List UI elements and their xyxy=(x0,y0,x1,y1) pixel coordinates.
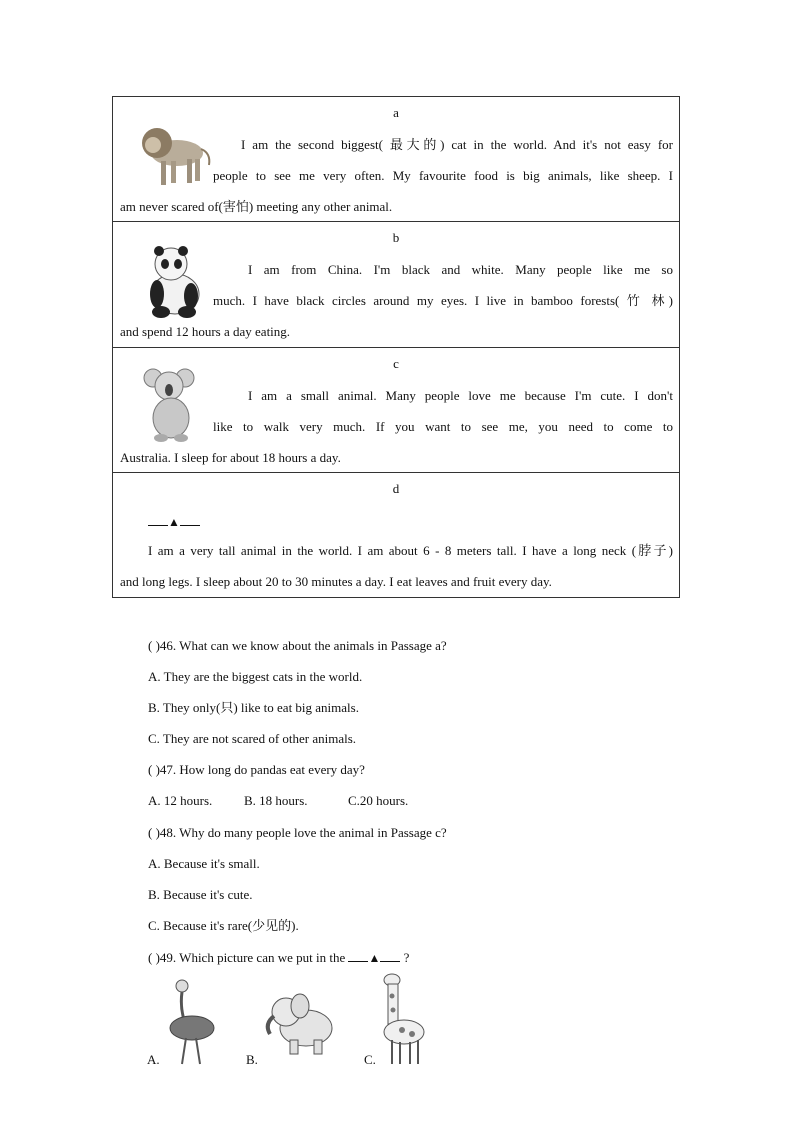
passage-b-line-1: I am from China. I'm black and white. Many people like me so xyxy=(248,262,673,277)
passage-c-line-1: I am a small animal. Many people love me because I'm cute. I don't xyxy=(248,388,673,403)
passage-d xyxy=(113,473,679,597)
question-49-stem-text: ( )49. Which picture can we put in the xyxy=(148,950,346,965)
passage-a-line-3: am never scared of(害怕) meeting any other animal. xyxy=(120,199,393,214)
koala-picture xyxy=(131,362,215,446)
blank-line xyxy=(148,513,168,526)
passage-c-line-2: like to walk very much. If you want to see me, you need to come to xyxy=(213,419,673,434)
triangle-icon: ▲ xyxy=(368,951,381,965)
passage-letter: b xyxy=(392,230,400,245)
ostrich-picture xyxy=(160,976,220,1068)
passage-d-title-blank xyxy=(148,513,200,530)
question-47-option-c: C.20 hours. xyxy=(348,793,409,808)
question-46-stem: ( )46. What can we know about the animals in Passage a? xyxy=(148,638,447,653)
question-48-option-b: B. Because it's cute. xyxy=(148,887,253,902)
passage-b-line-2: much. I have black circles around my eyes. I live in bamboo forests( 竹 林) xyxy=(213,293,673,308)
blank-line xyxy=(380,949,400,962)
passage-a-line-2: people to see me very often. My favourite food is big animals, like sheep. I xyxy=(213,168,673,183)
triangle-icon: ▲ xyxy=(168,515,180,529)
passage-table xyxy=(112,96,680,598)
question-47-option-a: A. 12 hours. xyxy=(148,793,213,808)
passage-letter: c xyxy=(393,356,399,371)
passage-b-line-3: and spend 12 hours a day eating. xyxy=(120,324,291,339)
question-48-stem: ( )48. Why do many people love the animal in Passage c? xyxy=(148,825,447,840)
passage-a-line-1: I am the second biggest( 最大的) cat in the world. And it's not easy for xyxy=(241,137,673,152)
passage-d-line-2: and long legs. I sleep about 20 to 30 minutes a day. I eat leaves and fruit every day. xyxy=(120,574,552,589)
question-46-option-c: C. They are not scared of other animals. xyxy=(148,731,357,746)
blank-line xyxy=(348,949,368,962)
passage-c-line-3: Australia. I sleep for about 18 hours a day. xyxy=(120,450,341,465)
question-48-option-c: C. Because it's rare(少见的). xyxy=(148,918,299,933)
elephant-picture xyxy=(262,988,340,1058)
picture-option-c: C. xyxy=(364,1052,376,1067)
question-49-stem-end: ? xyxy=(403,950,410,965)
question-49-stem xyxy=(148,949,409,966)
lion-picture xyxy=(131,109,215,193)
question-48-option-a: A. Because it's small. xyxy=(148,856,260,871)
picture-option-a: A. xyxy=(147,1052,160,1067)
passage-d-line-1: I am a very tall animal in the world. I am about 6 - 8 meters tall. I have a long neck (脖子) xyxy=(148,543,673,558)
panda-picture xyxy=(131,236,215,320)
passage-b xyxy=(113,222,679,348)
question-46-option-b: B. They only(只) like to eat big animals. xyxy=(148,700,359,715)
picture-option-b: B. xyxy=(246,1052,258,1067)
blank-line xyxy=(180,513,200,526)
passage-c xyxy=(113,348,679,473)
passage-a xyxy=(113,97,679,222)
passage-letter: d xyxy=(392,481,400,496)
passage-letter: a xyxy=(393,105,399,120)
question-47-stem: ( )47. How long do pandas eat every day? xyxy=(148,762,365,777)
giraffe-picture xyxy=(378,970,434,1068)
question-47-option-b: B. 18 hours. xyxy=(244,793,308,808)
question-46-option-a: A. They are the biggest cats in the world. xyxy=(148,669,363,684)
